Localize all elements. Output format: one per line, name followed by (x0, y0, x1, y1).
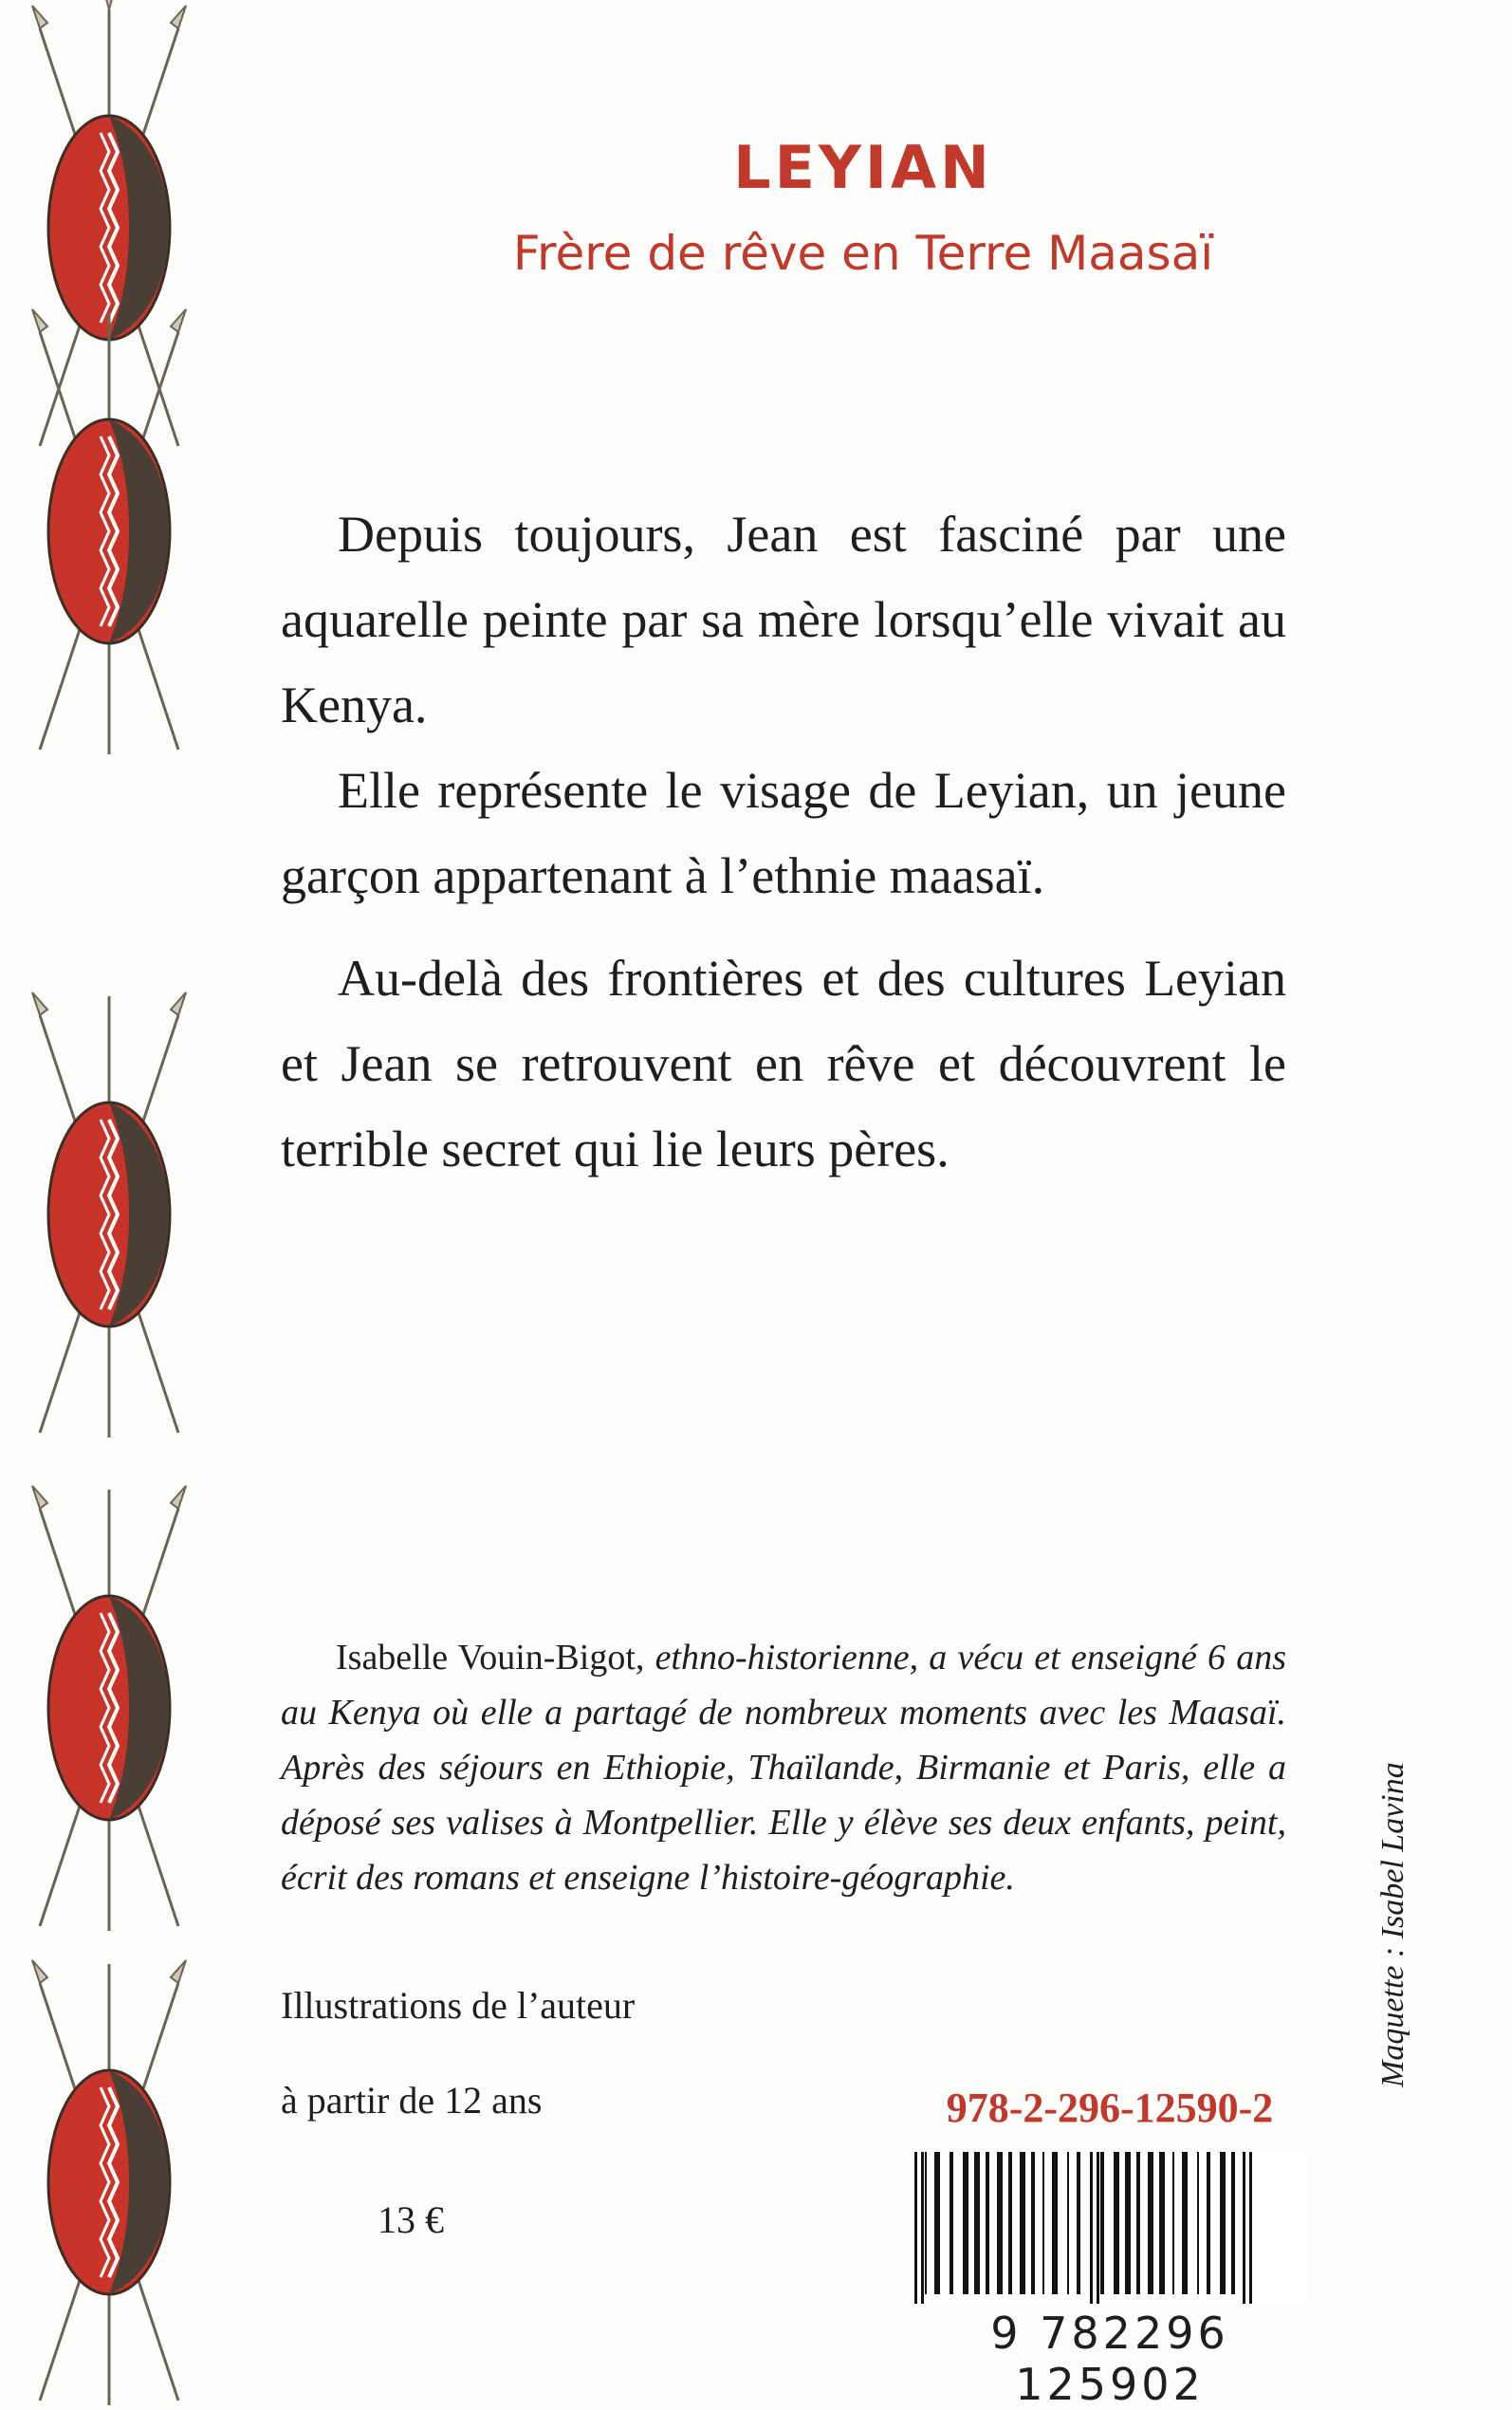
maasai-shield-icon (19, 304, 199, 759)
price: 13 € (378, 2198, 444, 2241)
isbn-label: 978-2-296-12590-2 (946, 2085, 1274, 2131)
author-name: Isabelle Vouin-Bigot, (336, 1638, 645, 1678)
blurb-paragraph: Elle représente le visage de Leyian, un jeune garçon appartenant à l’ethnie maasaï. (281, 762, 1286, 904)
author-bio (281, 1630, 1286, 1905)
maasai-shield-icon (19, 1955, 199, 2410)
barcode-icon (911, 2152, 1309, 2304)
maasai-shield-icon (19, 1480, 199, 1936)
design-credit: Maquette : Isabel Lavina (1375, 1762, 1411, 2087)
blurb-paragraph: Au-delà des frontières et des cultures Leyian et Jean se retrouvent en rêve et découvrent le terrible secret qui lie leurs pères. (281, 950, 1286, 1177)
back-cover-blurb (281, 491, 1286, 1192)
book-subtitle: Frère de rêve en Terre Maasaï (512, 226, 1214, 281)
blurb-paragraph: Depuis toujours, Jean est fasciné par une aquarelle peinte par sa mère lorsqu’elle vivait au Kenya. (281, 506, 1286, 733)
barcode-digits: 9 782296 125902 (990, 2308, 1229, 2410)
maasai-shield-icon (19, 987, 199, 1442)
age-rating: à partir de 12 ans (281, 2079, 543, 2122)
illustrations-note: Illustrations de l’auteur (281, 1984, 636, 2027)
decorative-shield-strip (19, 0, 199, 2408)
book-title: LEYIAN (733, 133, 993, 202)
author-bio-text: ethno-historienne, a vécu et enseigné 6 ans au Kenya où elle a partagé de nombreux moments avec les Maasaï. Après des séjours en Ethiopie, Thaïlande, Birmanie et Paris, elle a déposé ses valises à Montpellier. Elle y élève ses deux enfants, peint, écrit des romans et enseigne l’histoire-géographie. (281, 1638, 1286, 1898)
